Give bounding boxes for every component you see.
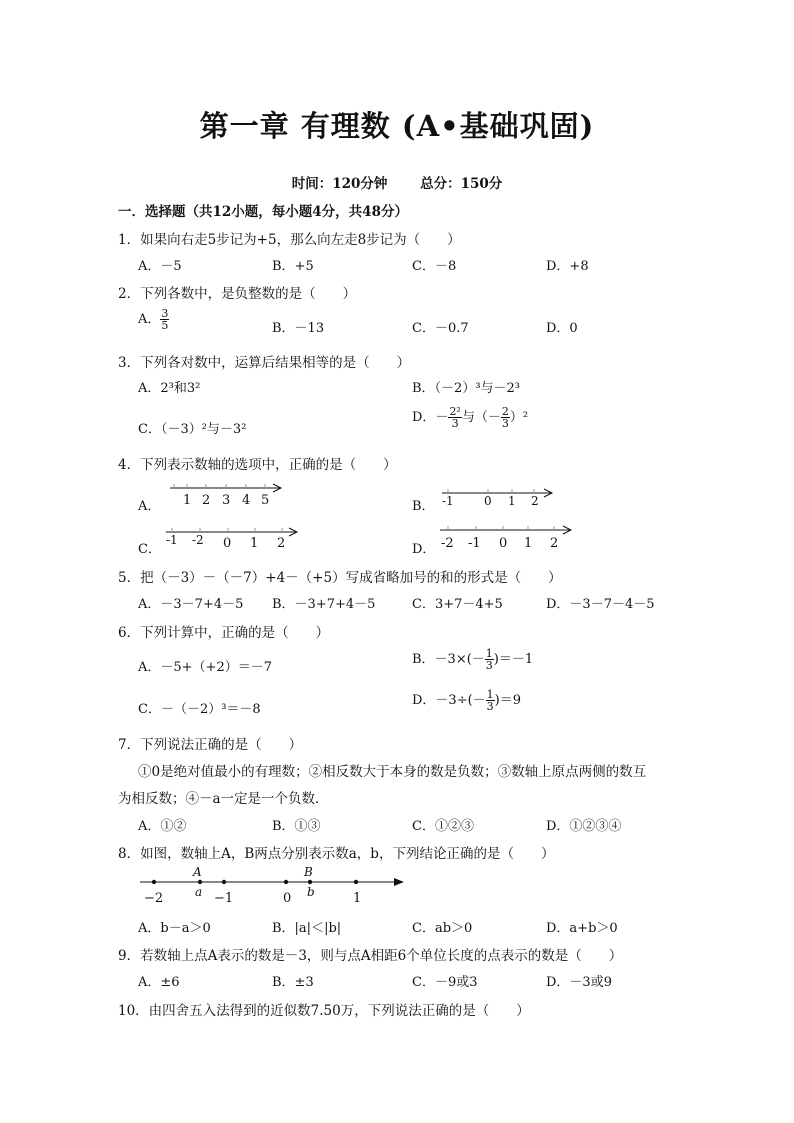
q3-option-a: A．2³和3² [138, 381, 201, 396]
q7-option-a: A．①② [138, 819, 187, 834]
q4-option-d: D． [412, 542, 436, 557]
label-B: B [304, 865, 313, 879]
q6-stem: 6．下列计算中，正确的是（ ） [118, 625, 330, 641]
q1-option-d: D．+8 [546, 259, 589, 274]
q8-option-a: A．b－a＞0 [138, 921, 211, 936]
q8-stem: 8．如图，数轴上A，B两点分别表示数a，b，下列结论正确的是（ ） [118, 846, 555, 862]
point-b [308, 880, 312, 884]
label-minus-one: −1 [214, 891, 234, 906]
fraction: $\frac{1}{3}$ [485, 647, 493, 672]
fraction: $\frac{3}{5}$ [161, 307, 169, 332]
point-zero [284, 880, 288, 884]
tick-label: -1 [468, 536, 481, 551]
q1-option-b: B．+5 [272, 259, 314, 274]
q7-option-c: C．①②③ [412, 819, 474, 834]
point-minus-two [152, 880, 156, 884]
q9-option-d: D．－3或9 [546, 975, 612, 990]
q6-option-c: C．－（－2）³＝－8 [138, 702, 261, 717]
label-minus-two: −2 [144, 891, 164, 906]
page-title: 第一章 有理数 (A•基础巩固) [199, 109, 595, 143]
q7-statement-line2: 为相反数；④－a一定是一个负数． [118, 791, 329, 807]
q3-option-b: B．（－2）³与－2³ [412, 381, 521, 396]
tick-label: 5 [261, 493, 270, 508]
tick-label: -2 [441, 536, 454, 551]
q5-option-c: C．3+7－4+5 [412, 597, 503, 612]
tick-label: 1 [250, 536, 259, 551]
tick-label: 2 [550, 536, 559, 551]
tick-label: -1 [166, 533, 178, 547]
q1-option-c: C．－8 [412, 259, 457, 274]
tick-label: 1 [508, 494, 516, 508]
q6-option-b: B．－3×(－ $\frac{1}{3}$ )＝－1 [412, 647, 534, 672]
label-one: 1 [353, 891, 362, 906]
q7-stem: 7．下列说法正确的是（ ） [118, 737, 303, 753]
exam-meta [0, 172, 794, 192]
q5-option-b: B．－3+7+4－5 [272, 597, 376, 612]
q2-option-b: B．－13 [272, 321, 325, 336]
label-b: b [307, 885, 315, 899]
q4-option-b: B． [412, 499, 435, 514]
q4-numberline-b [436, 483, 561, 509]
q10-stem: 10．由四舍五入法得到的近似数7.50万，下列说法正确的是（ ） [118, 1003, 530, 1019]
q4-numberline-a [160, 478, 290, 508]
point-one [354, 880, 358, 884]
q9-option-b: B．±3 [272, 975, 314, 990]
point-minus-one [222, 880, 226, 884]
q2-option-d: D．0 [546, 321, 578, 336]
q1-stem: 1．如果向右走5步记为+5，那么向左走8步记为（ ） [118, 232, 461, 248]
q5-option-a: A．－3－7+4－5 [138, 597, 244, 612]
q6-option-d: D．－3÷(－ $\frac{1}{3}$ )＝9 [412, 688, 522, 713]
section-heading: 一．选择题（共12小题，每小题4分，共48分） [118, 204, 408, 220]
tick-label: 1 [524, 536, 533, 551]
tick-label: 2 [531, 494, 539, 508]
q4-option-c: C． [138, 542, 161, 557]
q8-option-b: B．|a|＜|b| [272, 921, 342, 936]
tick-label: 0 [484, 494, 492, 508]
q4-numberline-c [160, 522, 305, 552]
q1-option-a: A．－5 [138, 259, 182, 274]
q5-stem: 5．把（－3）－（－7）+4－（+5）写成省略加号的和的形式是（ ） [118, 570, 562, 586]
tick-label: 4 [242, 493, 251, 508]
q4-numberline-d [436, 522, 576, 552]
q3-option-d: D．－ $\frac{\text{2²}}{3}$ 与（－ $\frac{2}{3}$ ）² [412, 405, 529, 430]
q2-option-c: C．－0.7 [412, 321, 469, 336]
q2-option-a: A． $\frac{3}{5}$ [138, 307, 169, 332]
q8-option-c: C．ab＞0 [412, 921, 473, 936]
q4-stem: 4．下列表示数轴的选项中，正确的是（ ） [118, 457, 397, 473]
q2-stem: 2．下列各数中，是负整数的是（ ） [118, 286, 357, 302]
q6-option-a: A．－5+（+2）＝－7 [138, 660, 272, 675]
label-a: a [195, 885, 203, 899]
q7-option-b: B．①③ [272, 819, 321, 834]
fraction: $\frac{\text{2²}}{3}$ [449, 405, 461, 430]
tick-label: 0 [499, 536, 508, 551]
q5-option-d: D．－3－7－4－5 [546, 597, 655, 612]
tick-label: 2 [202, 493, 211, 508]
tick-label: 0 [223, 536, 232, 551]
q9-stem: 9．若数轴上点A表示的数是－3，则与点A相距6个单位长度的点表示的数是（ ） [118, 948, 623, 964]
q7-option-d: D．①②③④ [546, 819, 622, 834]
q4-option-a: A． [138, 499, 161, 514]
tick-label: 3 [222, 493, 231, 508]
fraction: $\frac{2}{3}$ [501, 405, 509, 430]
q8-numberline-figure [138, 862, 413, 908]
fraction: $\frac{1}{3}$ [486, 688, 494, 713]
label-A: A [193, 865, 202, 879]
q9-option-c: C．－9或3 [412, 975, 478, 990]
point-a [198, 880, 202, 884]
label-zero: 0 [283, 891, 292, 906]
time-limit: 时间：120分钟 [291, 176, 388, 192]
q3-option-c: C．（－3）²与－3² [138, 422, 247, 437]
q8-option-d: D．a+b＞0 [546, 921, 618, 936]
tick-label: -2 [192, 533, 204, 547]
q3-stem: 3．下列各对数中，运算后结果相等的是（ ） [118, 355, 411, 371]
tick-label: -1 [442, 494, 454, 508]
tick-label: 2 [277, 536, 286, 551]
total-score: 总分：150分 [420, 176, 503, 192]
q9-option-a: A．±6 [138, 975, 180, 990]
q7-statement-line1: ①0是绝对值最小的有理数；②相反数大于本身的数是负数；③数轴上原点两侧的数互 [138, 764, 647, 780]
tick-label: 1 [183, 493, 192, 508]
